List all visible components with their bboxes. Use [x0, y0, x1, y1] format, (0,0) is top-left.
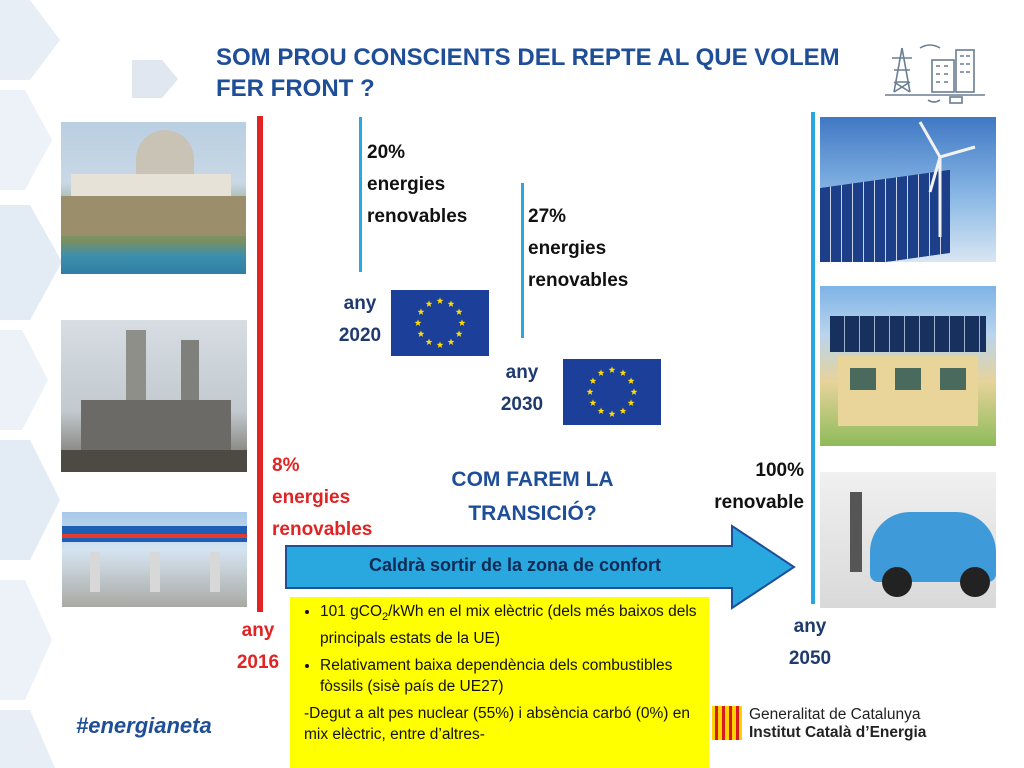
year-2050-any: any — [793, 616, 827, 637]
stat-2050-percent: 100% — [755, 460, 804, 481]
hashtag: #energianeta — [76, 713, 212, 738]
year-2016 — [228, 615, 288, 679]
question-line1: COM FAREM LA — [451, 468, 614, 491]
gas-station-photo — [62, 512, 247, 607]
transition-question — [410, 463, 655, 531]
timeline-2030-line — [521, 183, 524, 338]
power-plant-photo — [61, 320, 247, 472]
stat-2016-line1: energies — [272, 487, 351, 508]
question-line2: TRANSICIÓ? — [468, 502, 597, 525]
stat-2020-line2: renovables — [367, 206, 468, 227]
timeline-2050-line — [811, 112, 815, 604]
timeline-2016-line — [257, 116, 263, 612]
year-2020-any: any — [343, 293, 377, 314]
solar-house-photo — [820, 286, 996, 446]
year-2030 — [492, 357, 552, 421]
slide-chevron-icon — [132, 60, 180, 98]
stat-2030 — [528, 201, 628, 297]
footer-org2: Institut Català d’Energia — [749, 724, 927, 741]
electric-car-photo — [820, 472, 996, 608]
generalitat-logo-icon — [712, 706, 742, 740]
year-2020 — [330, 288, 390, 352]
page-title: SOM PROU CONSCIENTS DEL REPTE AL QUE VOLEM FER FRONT ? — [216, 44, 840, 102]
stat-2050 — [692, 455, 804, 519]
fact-dependence: • Relativament baixa dependència dels combustibles fòssils (sisè país de UE27) — [320, 655, 709, 697]
arrow-label: Caldrà sortir de la zona de confort — [368, 555, 662, 575]
stat-2020-percent: 20% — [367, 142, 406, 163]
footer-org1: Generalitat de Catalunya — [749, 706, 921, 723]
nuclear-plant-photo — [61, 122, 246, 274]
stat-2016-line2: renovables — [272, 519, 373, 540]
fact-emissions: • 101 gCO$_2$/kWh en el mix elèctric (dels més baixos dels principals estats de la UE) — [320, 601, 709, 649]
eu-flag-icon — [563, 359, 661, 425]
energy-infrastructure-icon — [880, 40, 990, 106]
footer-org — [749, 706, 926, 742]
year-2030-value: 2030 — [500, 394, 544, 415]
year-2050-value: 2050 — [788, 648, 832, 669]
eu-flag-icon — [391, 290, 489, 356]
stat-2050-line1: renovable — [714, 492, 804, 513]
year-2016-any: any — [241, 620, 275, 641]
stat-2020-line1: energies — [367, 174, 446, 195]
stat-2030-line2: renovables — [528, 270, 629, 291]
renewables-photo — [820, 117, 996, 262]
year-2016-value: 2016 — [236, 652, 280, 673]
stat-2030-percent: 27% — [528, 206, 567, 227]
year-2030-any: any — [505, 362, 539, 383]
fact-note: -Degut a alt pes nuclear (55%) i absència carbó (0%) en mix elèctric, entre d’altres- — [304, 705, 690, 744]
stat-2020 — [367, 137, 467, 233]
stat-2016-percent: 8% — [272, 455, 300, 476]
year-2020-value: 2020 — [338, 325, 382, 346]
timeline-2020-line — [359, 117, 362, 272]
stat-2030-line1: energies — [528, 238, 607, 259]
facts-box — [290, 597, 709, 768]
year-2050 — [780, 611, 840, 675]
